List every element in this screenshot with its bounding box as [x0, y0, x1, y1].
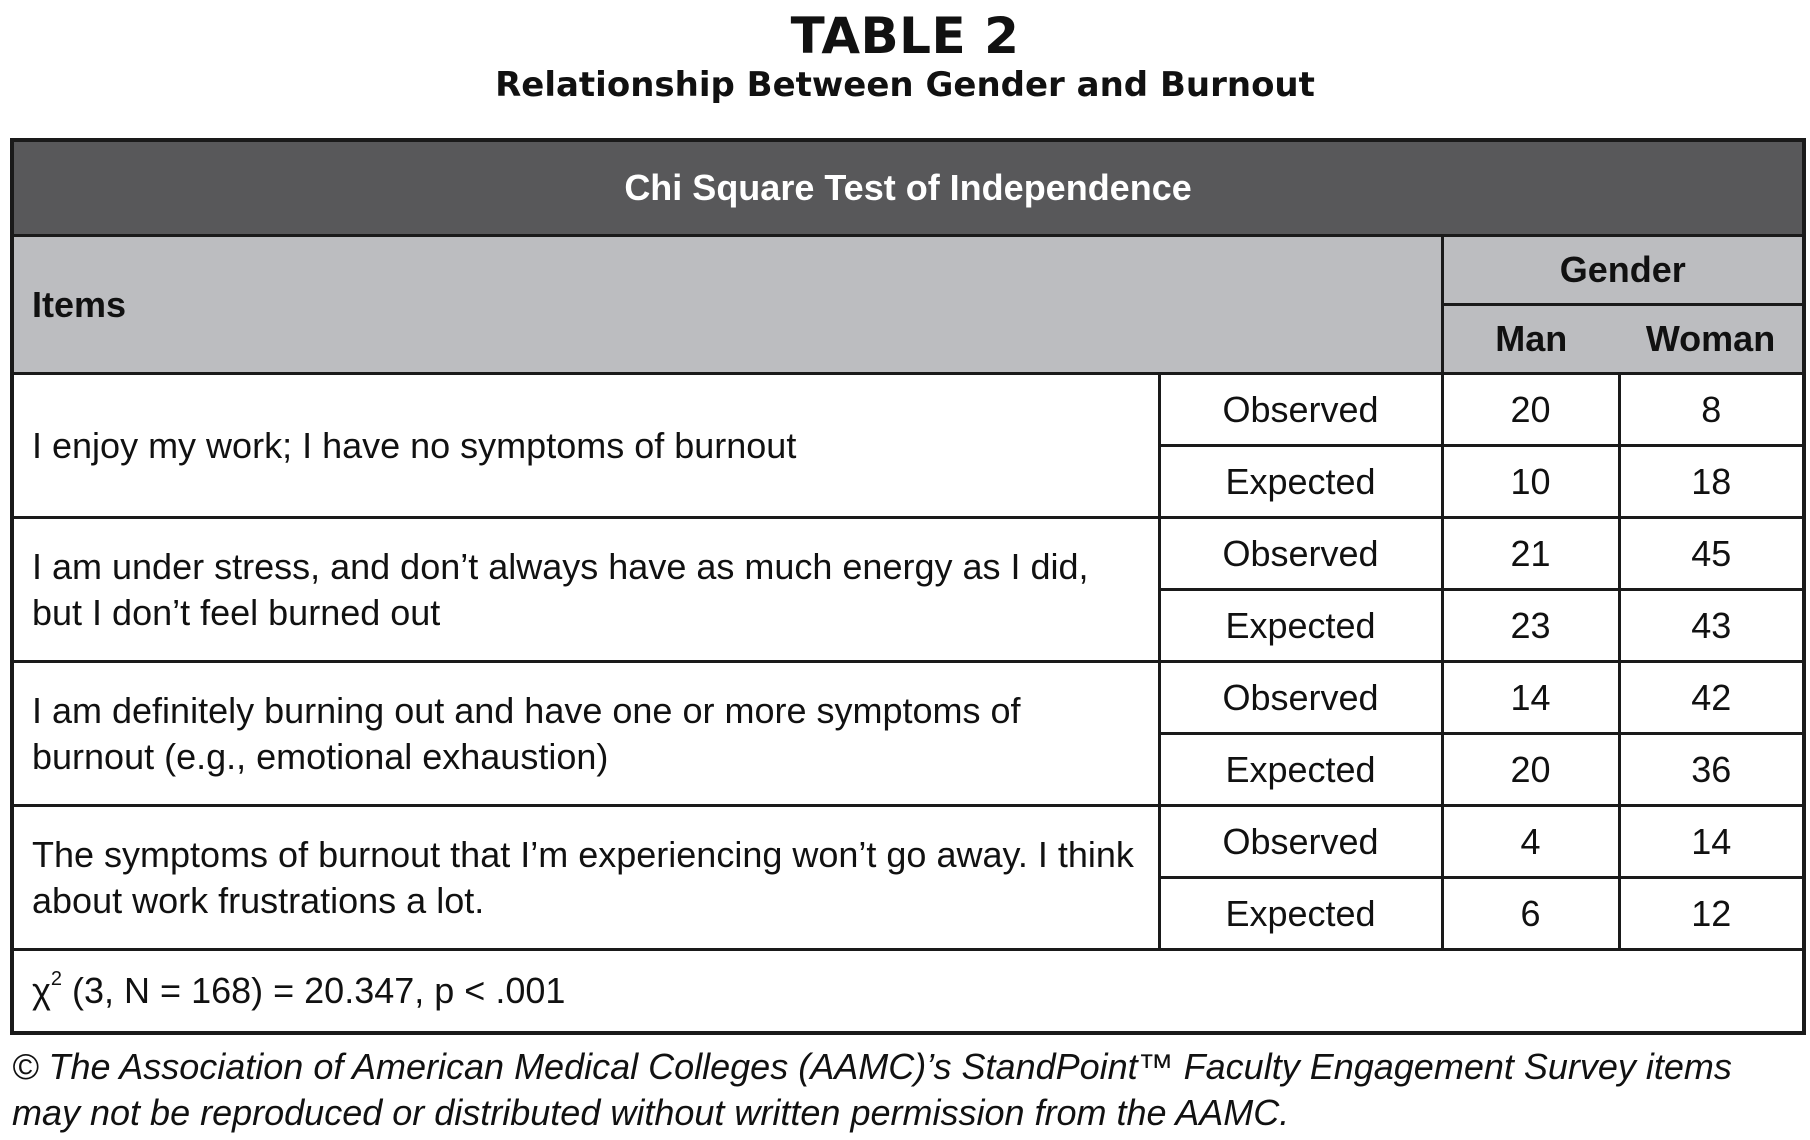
expected-woman-value: 12 [1619, 878, 1804, 950]
observed-label: Observed [1159, 806, 1442, 878]
observed-label: Observed [1159, 518, 1442, 590]
item-statement: I enjoy my work; I have no symptoms of burnout [12, 374, 1159, 518]
expected-man-value: 23 [1442, 590, 1619, 662]
expected-woman-value: 36 [1619, 734, 1804, 806]
observed-man-value: 20 [1442, 374, 1619, 446]
expected-woman-value: 18 [1619, 446, 1804, 518]
item-statement: The symptoms of burnout that I’m experiencing won’t go away. I think about work frustrations a lot. [12, 806, 1159, 950]
gender-column-header: Gender [1442, 236, 1804, 305]
observed-label: Observed [1159, 662, 1442, 734]
expected-label: Expected [1159, 590, 1442, 662]
items-column-header: Items [12, 236, 1442, 374]
table-row [12, 806, 1804, 878]
expected-man-value: 20 [1442, 734, 1619, 806]
chi-symbol: χ [32, 970, 51, 1011]
expected-label: Expected [1159, 734, 1442, 806]
observed-label: Observed [1159, 374, 1442, 446]
item-statement: I am under stress, and don’t always have as much energy as I did, but I don’t feel burned out [12, 518, 1159, 662]
expected-man-value: 10 [1442, 446, 1619, 518]
chi-result-text: (3, N = 168) = 20.347, p < .001 [62, 970, 566, 1011]
expected-man-value: 6 [1442, 878, 1619, 950]
table-row [12, 518, 1804, 590]
observed-man-value: 21 [1442, 518, 1619, 590]
expected-label: Expected [1159, 878, 1442, 950]
woman-column-header: Woman [1619, 305, 1804, 374]
observed-woman-value: 8 [1619, 374, 1804, 446]
table-row [12, 662, 1804, 734]
chi-superscript: 2 [50, 968, 63, 990]
observed-woman-value: 45 [1619, 518, 1804, 590]
table-title: TABLE 2 [790, 7, 1020, 65]
expected-woman-value: 43 [1619, 590, 1804, 662]
table-subtitle: Relationship Between Gender and Burnout [495, 65, 1315, 105]
table-banner: Chi Square Test of Independence [12, 140, 1804, 236]
statistic-row [12, 950, 1804, 1034]
copyright-notice: © The Association of American Medical Colleges (AAMC)’s StandPoint™ Faculty Engagement Survey items may not be reproduced or distributed without written permission from the AAMC. [12, 1046, 1732, 1133]
chi-square-result [12, 950, 1804, 1034]
observed-man-value: 4 [1442, 806, 1619, 878]
table-row [12, 374, 1804, 446]
chi-square-table [10, 138, 1806, 1035]
observed-woman-value: 14 [1619, 806, 1804, 878]
man-column-header: Man [1442, 305, 1619, 374]
expected-label: Expected [1159, 446, 1442, 518]
observed-woman-value: 42 [1619, 662, 1804, 734]
item-statement: I am definitely burning out and have one or more symptoms of burnout (e.g., emotional exhaustion) [12, 662, 1159, 806]
banner-row [12, 140, 1804, 236]
header-row-top [12, 236, 1804, 305]
observed-man-value: 14 [1442, 662, 1619, 734]
